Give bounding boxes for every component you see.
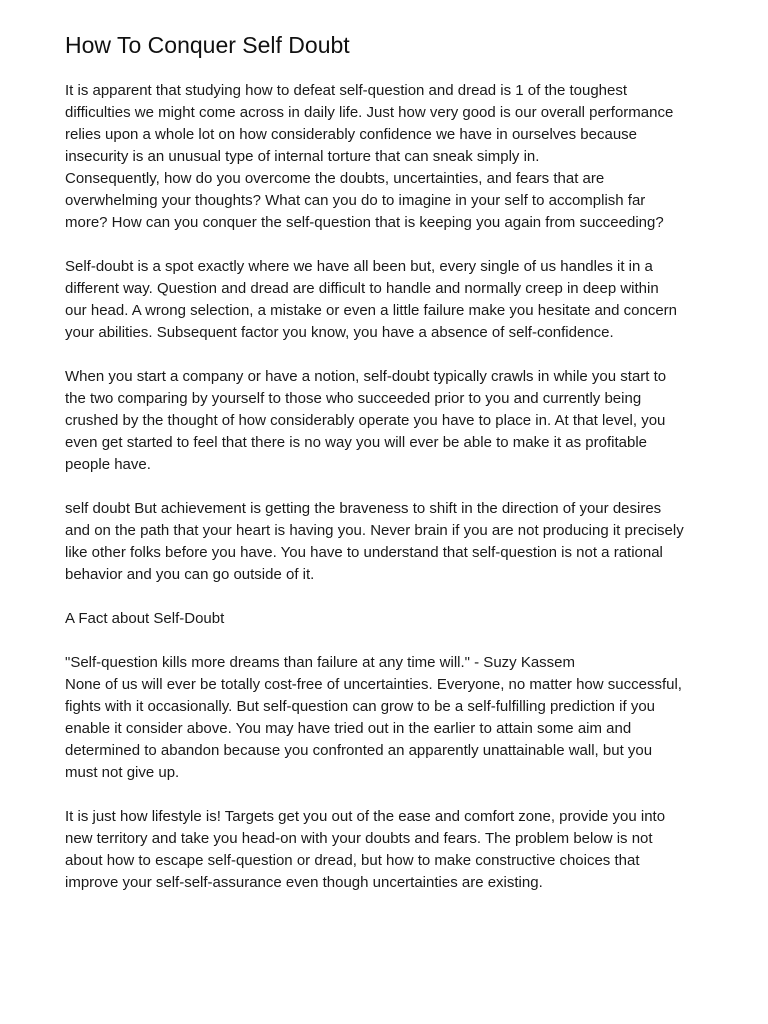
text-line: new territory and take you head-on with your doubts and fears. The problem below is not <box>65 830 653 847</box>
paragraph <box>65 80 715 234</box>
text-line: the two comparing by yourself to those who succeeded prior to you and currently being <box>65 390 642 407</box>
text-line: self doubt But achievement is getting the braveness to shift in the direction of your desires <box>65 500 662 517</box>
paragraph <box>65 806 715 894</box>
text-line: crushed by the thought of how considerably operate you have to place in. At that level, you <box>65 412 666 429</box>
page-title: How To Conquer Self Doubt <box>65 32 350 58</box>
text-line: must not give up. <box>65 764 180 781</box>
text-line: your abilities. Subsequent factor you know, you have a absence of self-confidence. <box>65 324 614 341</box>
text-line: even get started to feel that there is no way you will ever be able to make it as profitable <box>65 434 647 451</box>
text-line: overwhelming your thoughts? What can you do to imagine in your self to accomplish far <box>65 192 646 209</box>
article-body <box>65 80 715 894</box>
text-line: like other folks before you have. You have to understand that self-question is not a rational <box>65 544 663 561</box>
text-line: It is just how lifestyle is! Targets get you out of the ease and comfort zone, provide you into <box>65 808 666 825</box>
text-line: relies upon a whole lot on how considerably confidence we have in ourselves because <box>65 126 638 143</box>
text-line: determined to abandon because you confronted an apparently unattainable wall, but you <box>65 742 653 759</box>
text-line: and on the path that your heart is having you. Never brain if you are not producing it precisely <box>65 522 684 539</box>
paragraph <box>65 256 715 344</box>
paragraph <box>65 366 715 476</box>
text-line: "Self-question kills more dreams than failure at any time will." - Suzy Kassem <box>65 654 576 671</box>
text-line: our head. A wrong selection, a mistake or even a little failure make you hesitate and concern <box>65 302 678 319</box>
text-line: behavior and you can go outside of it. <box>65 566 315 583</box>
paragraph <box>65 498 715 586</box>
text-line: A Fact about Self-Doubt <box>65 610 225 627</box>
text-line: people have. <box>65 456 151 473</box>
text-line: improve your self-self-assurance even though uncertainties are existing. <box>65 874 543 891</box>
paragraph <box>65 652 715 784</box>
text-line: Self-doubt is a spot exactly where we have all been but, every single of us handles it in a <box>65 258 653 275</box>
text-line: fights with it occasionally. But self-question can grow to be a self-fulfilling prediction if you <box>65 698 656 715</box>
text-line: insecurity is an unusual type of internal torture that can sneak simply in. <box>65 148 540 165</box>
document-page <box>65 30 715 916</box>
text-line: more? How can you conquer the self-question that is keeping you again from succeeding? <box>65 214 664 231</box>
text-line: about how to escape self-question or dread, but how to make constructive choices that <box>65 852 640 869</box>
text-line: It is apparent that studying how to defeat self-question and dread is 1 of the toughest <box>65 82 628 99</box>
text-line: enable it consider above. You may have tried out in the earlier to attain some aim and <box>65 720 632 737</box>
paragraph <box>65 608 715 630</box>
text-line: difficulties we might come across in daily life. Just how very good is our overall performance <box>65 104 674 121</box>
text-line: different way. Question and dread are difficult to handle and normally creep in deep within <box>65 280 659 297</box>
text-line: None of us will ever be totally cost-free of uncertainties. Everyone, no matter how successful, <box>65 676 682 693</box>
text-line: Consequently, how do you overcome the doubts, uncertainties, and fears that are <box>65 170 605 187</box>
text-line: When you start a company or have a notion, self-doubt typically crawls in while you start to <box>65 368 667 385</box>
